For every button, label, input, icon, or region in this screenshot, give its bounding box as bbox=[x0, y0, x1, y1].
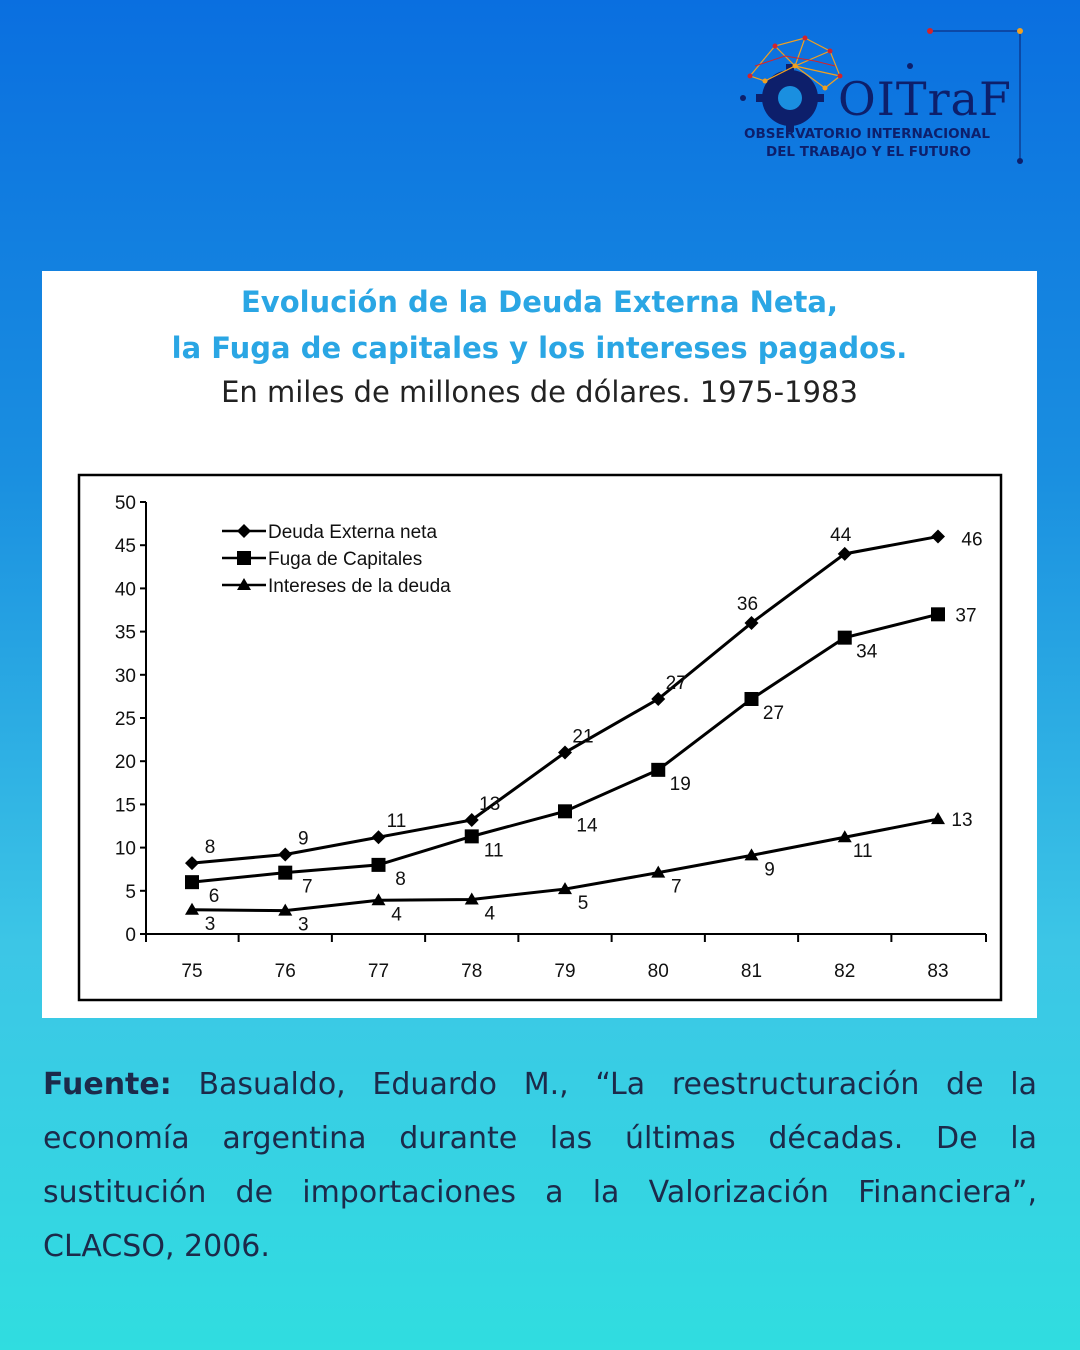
y-tick-label: 15 bbox=[114, 795, 136, 817]
x-tick-label: 81 bbox=[740, 961, 763, 982]
data-label: 7 bbox=[670, 876, 682, 898]
x-tick-label: 75 bbox=[181, 961, 203, 982]
data-point bbox=[745, 692, 759, 706]
legend-label: Deuda Externa neta bbox=[268, 522, 438, 543]
data-label: 36 bbox=[736, 593, 759, 615]
data-label: 11 bbox=[852, 841, 873, 863]
data-label: 11 bbox=[483, 840, 504, 862]
y-tick-label: 45 bbox=[114, 536, 136, 558]
data-label: 4 bbox=[391, 904, 402, 926]
logo-subtitle-line2: DEL TRABAJO Y EL FUTURO bbox=[766, 144, 971, 160]
legend-label: Intereses de la deuda bbox=[268, 576, 451, 597]
x-tick-label: 78 bbox=[461, 961, 483, 982]
data-point bbox=[931, 812, 945, 824]
data-label: 21 bbox=[572, 726, 594, 748]
data-label: 9 bbox=[297, 828, 309, 850]
chart-title-line2: la Fuga de capitales y los intereses pagados. bbox=[171, 331, 908, 365]
data-label: 8 bbox=[204, 837, 216, 859]
legend-marker bbox=[237, 551, 251, 565]
data-point bbox=[465, 829, 479, 843]
y-tick-label: 5 bbox=[125, 881, 136, 903]
data-label: 13 bbox=[951, 810, 973, 832]
x-tick-label: 76 bbox=[274, 961, 296, 982]
logo-name: OITraF bbox=[838, 72, 1012, 126]
data-point bbox=[372, 858, 386, 872]
x-tick-label: 80 bbox=[647, 961, 669, 982]
data-point bbox=[372, 830, 386, 844]
data-label: 13 bbox=[479, 793, 501, 815]
x-tick-label: 83 bbox=[927, 961, 949, 982]
data-label: 3 bbox=[297, 914, 309, 936]
data-label: 37 bbox=[955, 605, 977, 627]
legend-label: Fuga de Capitales bbox=[268, 549, 423, 570]
data-label: 8 bbox=[395, 868, 406, 890]
legend-marker bbox=[237, 524, 251, 538]
chart-subtitle: En miles de millones de dólares. 1975-1983 bbox=[221, 375, 858, 409]
source-text: Basualdo, Eduardo M., “La reestructuración de la economía argentina durante las últimas décadas. De la sustitución de importaciones a la Valorización Financiera”, CLACSO, 2006. bbox=[43, 1067, 1037, 1264]
data-label: 9 bbox=[764, 859, 775, 881]
data-point bbox=[931, 530, 945, 544]
data-label: 7 bbox=[301, 876, 313, 898]
chart-title: Evolución de la Deuda Externa Neta, bbox=[240, 285, 838, 319]
data-label: 27 bbox=[762, 702, 785, 724]
data-point bbox=[651, 763, 665, 777]
x-tick-label: 77 bbox=[367, 961, 390, 982]
data-point bbox=[558, 804, 572, 818]
y-tick-label: 25 bbox=[114, 709, 136, 730]
y-tick-label: 20 bbox=[114, 752, 136, 774]
source-label: Fuente: bbox=[43, 1067, 172, 1102]
y-tick-label: 50 bbox=[114, 493, 136, 514]
data-point bbox=[931, 607, 945, 621]
data-point bbox=[278, 848, 292, 862]
x-tick-label: 79 bbox=[554, 961, 576, 982]
y-tick-label: 0 bbox=[125, 925, 136, 946]
data-point bbox=[185, 875, 199, 889]
data-label: 4 bbox=[484, 903, 496, 925]
data-point bbox=[278, 866, 292, 880]
data-label: 14 bbox=[576, 815, 598, 837]
chart-card bbox=[42, 271, 1037, 1018]
logo-subtitle-line1: OBSERVATORIO INTERNACIONAL bbox=[744, 126, 990, 142]
y-tick-label: 10 bbox=[114, 838, 136, 860]
y-tick-label: 30 bbox=[114, 665, 136, 687]
data-label: 5 bbox=[577, 893, 589, 915]
x-tick-label: 82 bbox=[834, 961, 856, 982]
data-label: 34 bbox=[856, 641, 878, 663]
data-label: 3 bbox=[204, 913, 216, 935]
source-citation bbox=[43, 1058, 1037, 1274]
data-label: 11 bbox=[386, 811, 407, 833]
data-label: 46 bbox=[961, 529, 983, 551]
data-label: 6 bbox=[208, 886, 220, 908]
data-label: 27 bbox=[665, 672, 687, 694]
data-point bbox=[838, 631, 852, 645]
data-label: 44 bbox=[830, 524, 852, 546]
data-point bbox=[185, 856, 199, 870]
data-label: 19 bbox=[669, 773, 691, 795]
chart-frame bbox=[79, 475, 1001, 1000]
y-tick-label: 40 bbox=[114, 579, 136, 601]
y-tick-label: 35 bbox=[114, 622, 136, 644]
line-chart bbox=[42, 271, 1037, 1018]
